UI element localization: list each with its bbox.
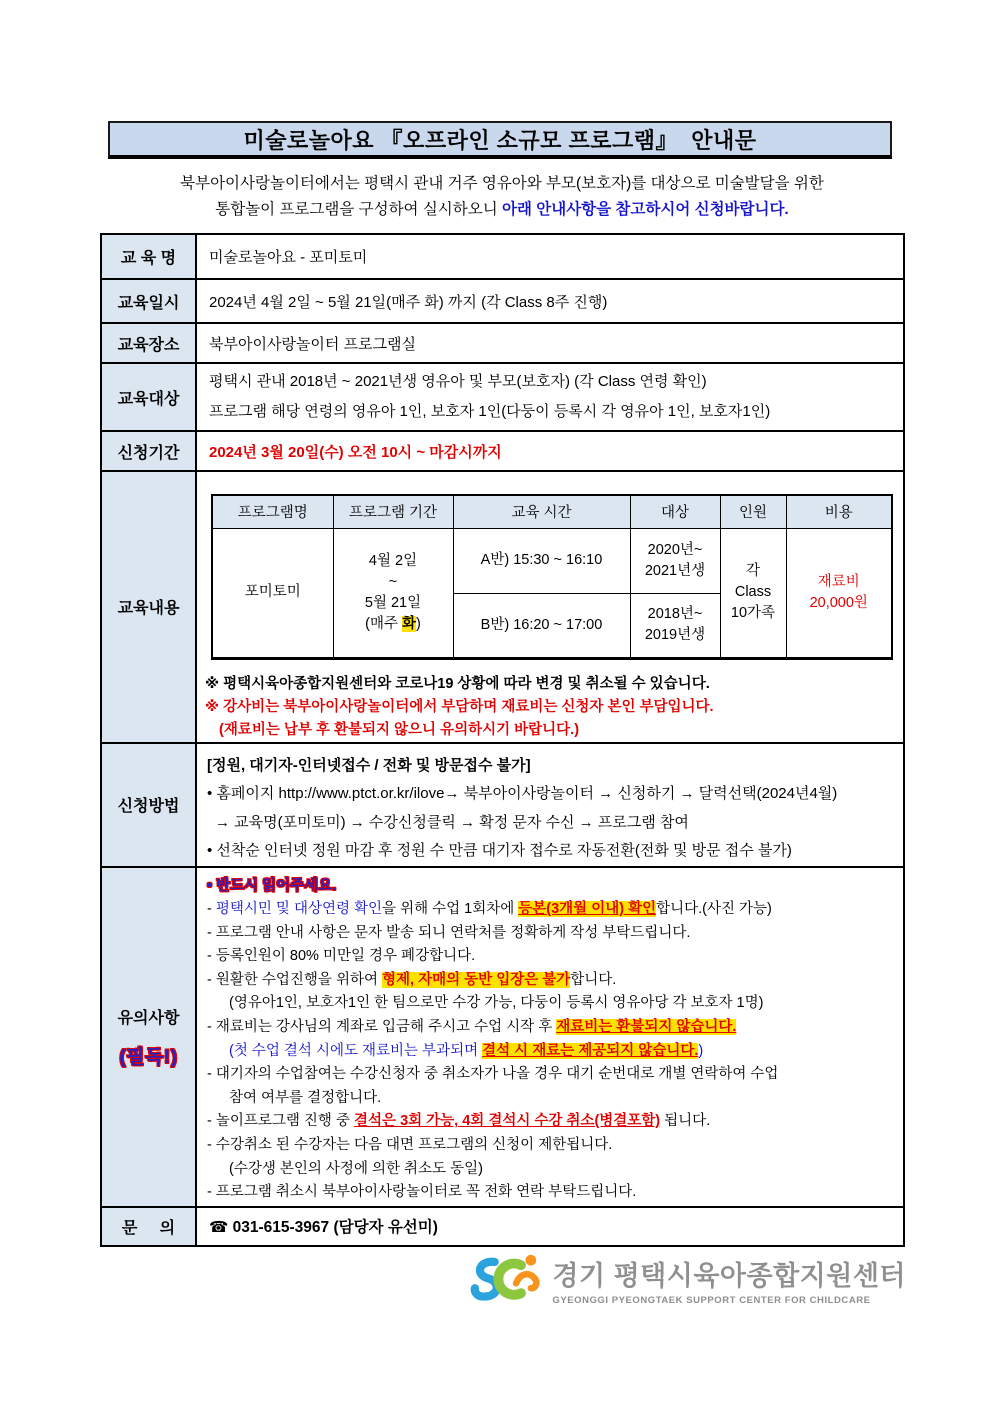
caution-line: - 놀이프로그램 진행 중 결석은 3회 가능, 4회 결석시 수강 취소(병결포함) 됩니다.: [207, 1113, 711, 1130]
content-notes: [205, 673, 903, 742]
caution-heading: • 반드시 읽어주세요.: [207, 877, 337, 894]
org-name-ko: 경기 평택시육아종합지원센터: [552, 1261, 906, 1291]
caution-line: - 등록인원이 80% 미만일 경우 폐강합니다.: [207, 948, 476, 965]
note-line: (재료비는 납부 후 환불되지 않으니 유의하시기 바랍니다.): [219, 721, 580, 738]
class-a-target: 2020년~ 2021년생: [630, 528, 720, 593]
caution-line: (영유아1인, 보호자1인 한 팀으로만 수강 가능, 다둥이 등록시 영유아당 각 보호자 1명): [229, 995, 764, 1012]
label-edu-datetime: 교육일시: [101, 279, 196, 323]
label-apply-period: 신청기간: [101, 431, 196, 471]
class-b-time: B반) 16:20 ~ 17:00: [453, 593, 630, 658]
intro-line-1: 북부아이사랑놀이터에서는 평택시 관내 거주 영유아와 부모(보호자)를 대상으로 미술발달을 위한: [180, 175, 824, 192]
value-edu-content: [196, 471, 904, 743]
caution-line: (수강생 본인의 사정에 의한 취소도 동일): [229, 1160, 483, 1177]
method-line: [정원, 대기자-인터넷접수 / 전화 및 방문접수 불가]: [207, 756, 531, 774]
label-edu-place: 교육장소: [101, 323, 196, 363]
value-edu-target: 평택시 관내 2018년 ~ 2021년생 영유아 및 부모(보호자) (각 Class 연령 확인) 프로그램 해당 연령의 영유아 1인, 보호자 1인(다둥이 등록시 각 영유아 1인, 보호자1인): [196, 363, 904, 431]
org-logo-icon: [470, 1250, 544, 1310]
program-name: 포미토미: [212, 528, 333, 658]
program-capacity: 각 Class 10가족: [720, 528, 786, 658]
label-edu-target: 교육대상: [101, 363, 196, 431]
caution-line: 참여 여부를 결정합니다.: [229, 1089, 382, 1106]
caution-line: - 수강취소 된 수강자는 다음 대면 프로그램의 신청이 제한됩니다.: [207, 1137, 613, 1154]
value-apply-period: 2024년 3월 20일(수) 오전 10시 ~ 마감시까지: [196, 431, 904, 471]
table-row: [101, 1207, 904, 1246]
caution-line: - 프로그램 안내 사항은 문자 발송 되니 연락처를 정확하게 작성 부탁드립니다.: [207, 924, 691, 941]
value-inquiry: ☎ 031-615-3967 (담당자 유선미): [196, 1207, 904, 1246]
main-table: [100, 233, 905, 1247]
label-inquiry: 문 의: [101, 1207, 196, 1246]
page-title: 미술로놀아요 『오프라인 소규모 프로그램』 안내문: [243, 127, 757, 153]
class-b-target: 2018년~ 2019년생: [630, 593, 720, 658]
label-edu-name: 교 육 명: [101, 234, 196, 279]
program-header-cell: 프로그램 기간: [333, 495, 453, 528]
program-header-cell: 프로그램명: [212, 495, 333, 528]
table-row: [101, 743, 904, 867]
program-row-a: [212, 528, 892, 593]
label-cautions: 유의사항 (필독!): [101, 867, 196, 1207]
label-apply-method: 신청방법: [101, 743, 196, 867]
org-name-en: GYEONGGI PYEONGTAEK SUPPORT CENTER FOR CHILDCARE: [552, 1295, 871, 1306]
must-read-badge: (필독!): [119, 1046, 178, 1068]
caution-line: - 프로그램 취소시 북부아이사랑놀이터로 꼭 전화 연락 부탁드립니다.: [207, 1184, 637, 1201]
method-line: • 선착순 인터넷 정원 마감 후 정원 수 만큼 대기자 접수로 자동전환(전화 및 방문 접수 불가): [207, 842, 792, 859]
method-line: → 교육명(포미토미) → 수강신청클릭 → 확정 문자 수신 → 프로그램 참여: [215, 813, 689, 831]
intro-emphasis: 아래 안내사항을 참고하시어 신청바랍니다.: [502, 200, 789, 218]
value-edu-datetime: 2024년 4월 2일 ~ 5월 21일(매주 화) 까지 (각 Class 8주 진행): [196, 279, 904, 323]
method-line: • 홈페이지 http://www.ptct.or.kr/ilove→ 북부아이사랑놀이터 → 신청하기 → 달력선택(2024년4월): [207, 785, 838, 802]
table-row: [101, 471, 904, 743]
caution-line: - 원활한 수업진행을 위하여 형제, 자매의 동반 입장은 불가합니다.: [207, 971, 617, 988]
program-header-row: [212, 495, 892, 528]
table-row: [101, 431, 904, 471]
table-row: [101, 323, 904, 363]
table-row: [101, 234, 904, 279]
value-edu-name: 미술로놀아요 - 포미토미: [196, 234, 904, 279]
program-header-cell: 인원: [720, 495, 786, 528]
program-header-cell: 대상: [630, 495, 720, 528]
table-row: [101, 279, 904, 323]
tuesday-highlight: 화: [402, 615, 417, 632]
caution-line: - 평택시민 및 대상연령 확인을 위해 수업 1회차에 등본(3개월 이내) 확인합니다.(사진 가능): [207, 901, 772, 918]
intro-paragraph: [98, 171, 906, 222]
program-table: [211, 494, 893, 660]
program-period: 4월 2일 ~ 5월 21일 (매주 화): [333, 528, 453, 658]
caution-line: - 대기자의 수업참여는 수강신청자 중 취소자가 나올 경우 대기 순번대로 개별 연락하여 수업: [207, 1066, 779, 1083]
label-edu-content: 교육내용: [101, 471, 196, 743]
document-title-bar: [108, 121, 892, 159]
program-header-cell: 비용: [786, 495, 892, 528]
program-header-cell: 교육 시간: [453, 495, 630, 528]
org-name-block: [552, 1254, 906, 1306]
value-apply-method: [196, 743, 904, 867]
intro-line-2: 통합놀이 프로그램을 구성하여 실시하오니 아래 안내사항을 참고하시어 신청바랍니다.: [215, 200, 789, 218]
note-line: ※ 평택시육아종합지원센터와 코로나19 상황에 따라 변경 및 취소될 수 있습니다.: [205, 675, 710, 692]
program-cost: 재료비 20,000원: [786, 528, 892, 658]
caution-line: (첫 수업 결석 시에도 재료비는 부과되며 결석 시 재료는 제공되지 않습니다.): [229, 1042, 704, 1059]
value-cautions: [196, 867, 904, 1207]
table-row: [101, 363, 904, 431]
table-row: [101, 867, 904, 1207]
footer: [0, 1248, 906, 1312]
note-line: ※ 강사비는 북부아이사랑놀이터에서 부담하며 재료비는 신청자 본인 부담입니다.: [205, 698, 714, 715]
class-a-time: A반) 15:30 ~ 16:10: [453, 528, 630, 593]
caution-line: - 재료비는 강사님의 계좌로 입금해 주시고 수업 시작 후 재료비는 환불되지 않습니다.: [207, 1019, 737, 1036]
value-edu-place: 북부아이사랑놀이터 프로그램실: [196, 323, 904, 363]
